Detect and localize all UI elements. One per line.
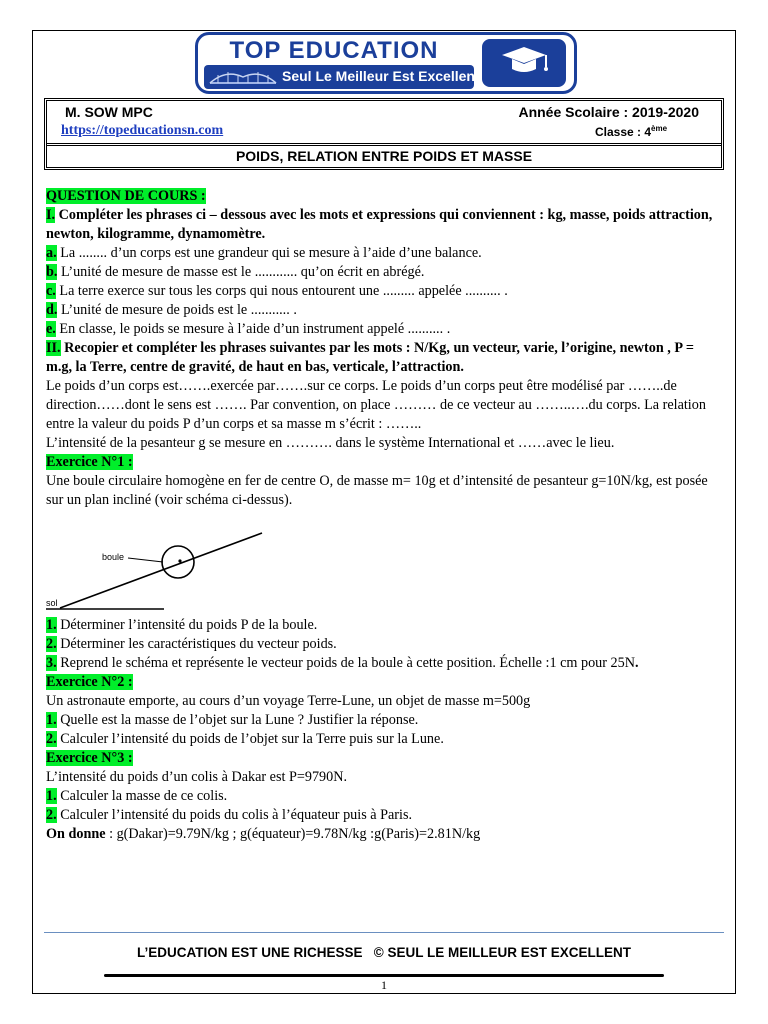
bridge-icon	[208, 67, 278, 87]
class-superscript: ème	[651, 124, 668, 133]
sol-label: sol	[46, 598, 58, 608]
course-questions-heading: QUESTION DE COURS :	[46, 188, 206, 204]
class-level	[595, 124, 667, 139]
part2-paragraph: Le poids d’un corps est…….exercée par…….sur ce corps. Le poids d’un corps peut être modélisé par ……..de direction……dont le sens est ……. Par convention, on place ……… de ce vecteur au ……..….du corps. La relation entre la valeur du poids P d’un corps et sa masse m s’écrit : ……..	[46, 378, 706, 432]
exercise2-question-2	[46, 730, 722, 749]
part1-instruction	[46, 206, 722, 244]
page-number: 1	[381, 978, 387, 992]
exercise1-question-2	[46, 635, 722, 654]
part1-item-b	[46, 263, 722, 282]
part1-number: I.	[46, 207, 56, 223]
item-letter: e.	[46, 321, 56, 337]
exercise3-statement: L’intensité du poids d’un colis à Dakar est P=9790N.	[46, 769, 348, 785]
exercise3-given-data	[46, 825, 722, 844]
website-link[interactable]: https://topeducationsn.com	[61, 123, 224, 138]
boule-label: boule	[102, 552, 125, 562]
question-number: 1.	[46, 617, 57, 633]
question-text: Déterminer l’intensité du poids P de la boule.	[56, 617, 318, 633]
question-text: Reprend le schéma et représente le vecteur poids de la boule à cette position. Échelle :1 cm pour 25N	[56, 655, 635, 671]
logo-slogan-band	[204, 65, 480, 89]
boule-pointer-line	[128, 558, 163, 562]
question-number: 1.	[46, 788, 57, 804]
question-tail: .	[634, 655, 639, 671]
part1-item-c	[46, 282, 722, 301]
question-number: 3.	[46, 655, 57, 671]
part2-instruction	[46, 339, 722, 377]
given-label: On donne	[46, 826, 106, 842]
footer-bottom-rule	[104, 974, 664, 977]
exercise1-heading: Exercice N°1 :	[46, 454, 133, 470]
exercise3-question-2	[46, 806, 722, 825]
item-text: La ........ d’un corps est une grandeur qui se mesure à l’aide d’une balance.	[56, 245, 482, 261]
question-number: 1.	[46, 712, 57, 728]
question-text: Déterminer les caractéristiques du vecteur poids.	[56, 636, 337, 652]
exercise1-question-3	[46, 654, 722, 673]
item-letter: d.	[46, 302, 58, 318]
school-year: Année Scolaire : 2019-2020	[518, 104, 699, 120]
logo-slogan: Seul Le Meilleur Est Excellent	[282, 68, 480, 84]
exercise1-question-1	[46, 616, 722, 635]
document-title: POIDS, RELATION ENTRE POIDS ET MASSE	[235, 148, 533, 164]
part2-instruction-text: Recopier et compléter les phrases suivantes par les mots : N/Kg, un vecteur, varie, l’origine, newton , P = m.g, la Terre, centre de gravité, de haut en bas, verticale, l’attraction.	[46, 340, 694, 375]
item-letter: b.	[46, 264, 58, 280]
exercise1-statement: Une boule circulaire homogène en fer de centre O, de masse m= 10g et d’intensité de pesanteur g=10N/kg, est posée sur un plan incliné (voir schéma ci-dessus).	[46, 473, 708, 508]
question-text: Calculer l’intensité du poids du colis à l’équateur puis à Paris.	[56, 807, 413, 823]
item-letter: a.	[46, 245, 57, 261]
part2-paragraph-2: L’intensité de la pesanteur g se mesure en ………. dans le système International et ……avec le lieu.	[46, 435, 615, 451]
inclined-plane-diagram	[46, 520, 276, 616]
item-text: L’unité de mesure de poids est le ........... .	[57, 302, 297, 318]
exercise3-question-1	[46, 787, 722, 806]
given-text: : g(Dakar)=9.79N/kg ; g(équateur)=9.78N/kg :g(Paris)=2.81N/kg	[105, 826, 481, 842]
item-letter: c.	[46, 283, 56, 299]
class-label: Classe : 4	[595, 125, 652, 139]
question-text: Calculer l’intensité du poids de l’objet sur la Terre puis sur la Lune.	[56, 731, 444, 747]
graduation-cap-icon	[482, 39, 566, 87]
part1-item-d	[46, 301, 722, 320]
header-box	[44, 98, 724, 170]
question-text: Quelle est la masse de l’objet sur la Lune ? Justifier la réponse.	[56, 712, 419, 728]
item-text: En classe, le poids se mesure à l’aide d’un instrument appelé .......... .	[55, 321, 451, 337]
footer-motto: L’EDUCATION EST UNE RICHESSE © SEUL LE MEILLEUR EST EXCELLENT	[137, 945, 631, 960]
ball-center-dot	[178, 559, 181, 562]
exercise2-statement: Un astronaute emporte, au cours d’un voyage Terre-Lune, un objet de masse m=500g	[46, 693, 531, 709]
footer-top-rule	[44, 932, 724, 933]
exercise2-heading: Exercice N°2 :	[46, 674, 133, 690]
author-name: M. SOW MPC	[65, 104, 153, 120]
item-text: La terre exerce sur tous les corps qui nous entourent une ......... appelée .......... .	[55, 283, 508, 299]
top-education-logo	[195, 32, 577, 94]
item-text: L’unité de mesure de masse est le ............ qu’on écrit en abrégé.	[57, 264, 425, 280]
inclined-plane-line	[60, 533, 262, 608]
header-divider	[47, 143, 721, 146]
question-number: 2.	[46, 807, 57, 823]
document-body	[46, 187, 722, 844]
part1-item-a	[46, 244, 722, 263]
question-number: 2.	[46, 636, 57, 652]
exercise2-question-1	[46, 711, 722, 730]
question-text: Calculer la masse de ce colis.	[56, 788, 228, 804]
question-number: 2.	[46, 731, 57, 747]
part1-item-e	[46, 320, 722, 339]
part1-instruction-text: Compléter les phrases ci – dessous avec les mots et expressions qui conviennent : kg, masse, poids attraction, newton, kilogramme, dynamomètre.	[46, 207, 713, 242]
exercise3-heading: Exercice N°3 :	[46, 750, 133, 766]
ball-circle	[162, 546, 194, 578]
part2-number: II.	[46, 340, 61, 356]
logo-title: TOP EDUCATION	[229, 37, 439, 64]
